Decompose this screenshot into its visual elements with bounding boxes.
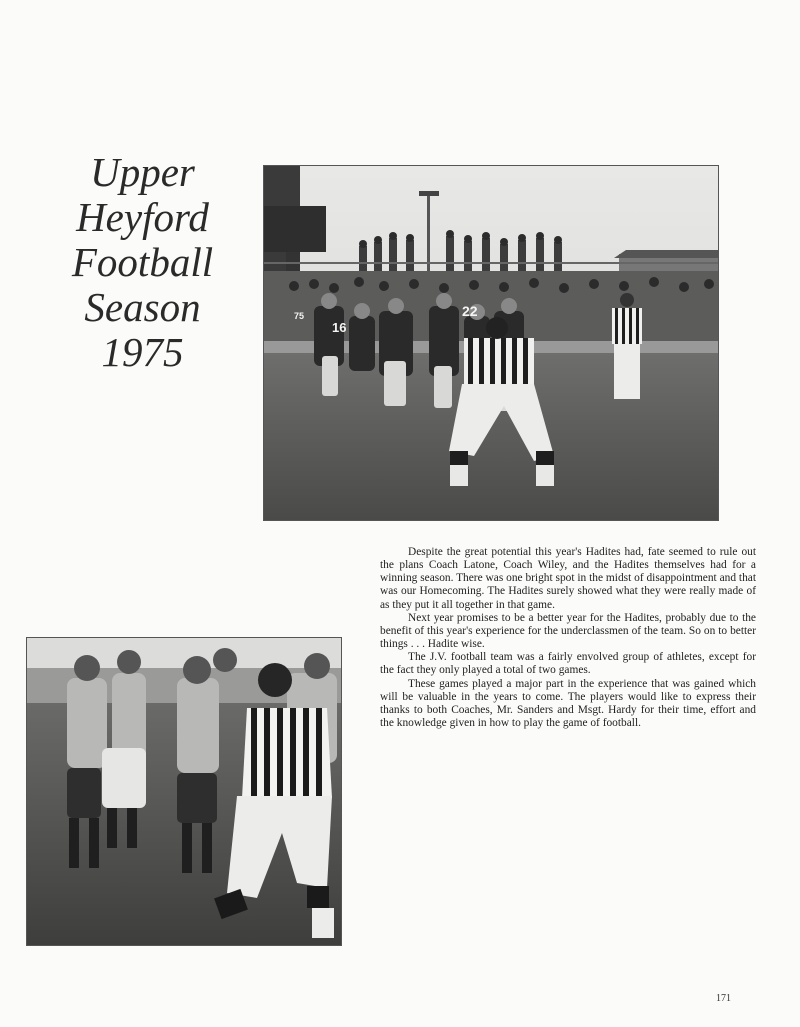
jersey-number-22: 22 xyxy=(462,303,478,319)
game-photo-bottom xyxy=(26,637,342,946)
title-line-4: Season xyxy=(84,284,201,330)
game-photo-top xyxy=(263,165,719,521)
article-body xyxy=(380,546,756,730)
page-title xyxy=(40,150,245,375)
paragraph-4: These games played a major part in the experience that was gained which will be valuable in the years to come. The players would like to express their thanks to both Coaches, Mr. Sanders and Msgt. Hardy for their time, effort and the knowledge given in how to play the game of football. xyxy=(380,677,756,730)
game-photo-bottom-image xyxy=(27,638,341,945)
title-line-5: 1975 xyxy=(101,329,184,375)
page-number: 171 xyxy=(716,993,731,1004)
paragraph-3: The J.V. football team was a fairly envolved group of athletes, except for the fact they only played a total of two games. xyxy=(380,651,756,677)
jersey-number-75: 75 xyxy=(294,311,305,321)
paragraph-1: Despite the great potential this year's Hadites had, fate seemed to rule out the plans Coach Latone, Coach Wiley, and the Hadites themselves had for a winning season. There was one bright spot in the midst of disappointment and that was our Homecoming. The Hadites surely showed what they were really made of as they put it all together in that game. xyxy=(380,546,756,611)
title-line-1: Upper xyxy=(90,149,195,195)
jersey-number-16: 16 xyxy=(332,320,347,335)
title-line-2: Heyford xyxy=(76,194,209,240)
paragraph-2: Next year promises to be a better year for the Hadites, probably due to the benefit of this year's experience for the underclassmen of the team. So on to better things . . . Hadite wise. xyxy=(380,611,756,651)
game-photo-top-image xyxy=(264,166,718,520)
title-line-3: Football xyxy=(71,239,214,285)
